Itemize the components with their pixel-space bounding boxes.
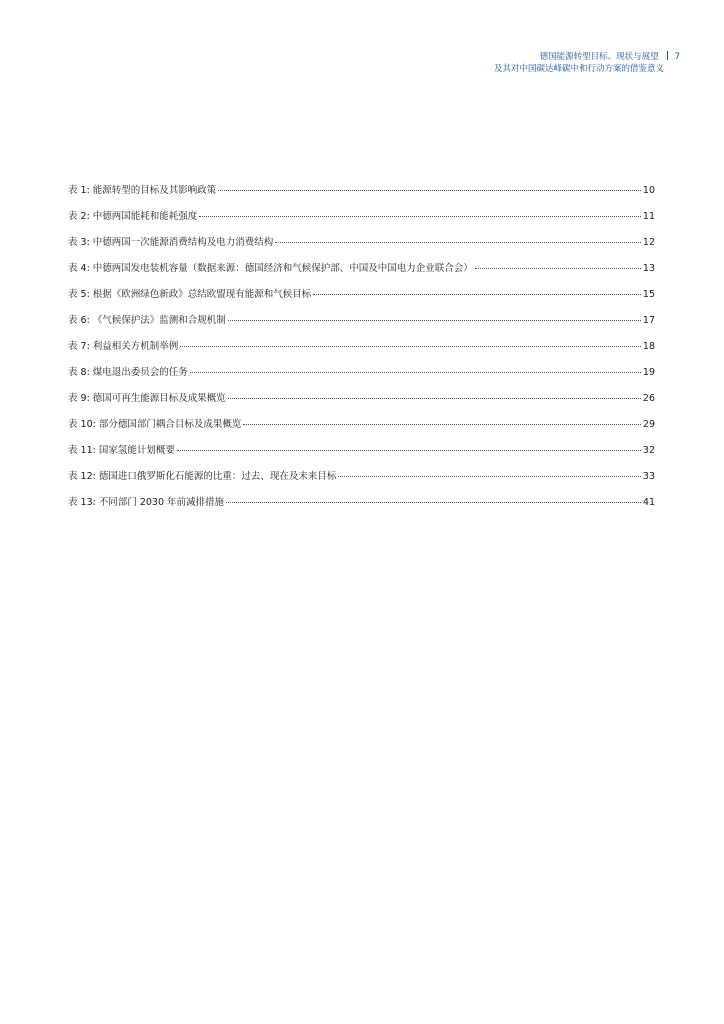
header-title: 德国能源转型目标、现状与展望 xyxy=(539,52,659,62)
toc-entry-page: 12 xyxy=(642,237,655,248)
toc-entry-page: 19 xyxy=(642,367,655,378)
toc-entry-label: 表 13: 不同部门 2030 年前减排措施 xyxy=(68,497,225,508)
toc-leader-dots xyxy=(226,502,641,503)
toc-entry[interactable] xyxy=(68,496,655,522)
toc-entry-label: 表 9: 德国可再生能源目标及成果概览 xyxy=(68,393,226,404)
toc-entry-label: 表 11: 国家氢能计划概要 xyxy=(68,445,175,456)
toc-entry-page: 13 xyxy=(642,263,655,274)
toc-entry-page: 11 xyxy=(642,211,655,222)
toc-entry-page: 32 xyxy=(642,445,655,456)
header-line-1 xyxy=(494,51,680,63)
toc-leader-dots xyxy=(313,294,641,295)
toc-entry-page: 29 xyxy=(642,419,655,430)
header-subtitle: 及其对中国碳达峰碳中和行动方案的借鉴意义 xyxy=(493,64,664,74)
toc-entry-page: 10 xyxy=(642,185,655,196)
running-header xyxy=(494,51,680,75)
toc-leader-dots xyxy=(243,424,641,425)
toc-leader-dots xyxy=(338,476,641,477)
toc-leader-dots xyxy=(177,450,641,451)
toc-entry-label: 表 10: 部分德国部门耦合目标及成果概览 xyxy=(68,419,242,430)
list-of-tables xyxy=(68,184,655,522)
toc-entry[interactable] xyxy=(68,262,655,288)
toc-entry[interactable] xyxy=(68,340,655,366)
toc-leader-dots xyxy=(228,320,641,321)
toc-leader-dots xyxy=(180,346,641,347)
toc-entry-label: 表 5: 根据《欧洲绿色新政》总结欧盟现有能源和气候目标 xyxy=(68,289,312,300)
toc-entry-label: 表 2: 中德两国能耗和能耗强度 xyxy=(68,211,198,222)
toc-leader-dots xyxy=(228,398,641,399)
toc-entry[interactable] xyxy=(68,288,655,314)
toc-entry[interactable] xyxy=(68,184,655,210)
toc-leader-dots xyxy=(199,216,641,217)
toc-entry-label: 表 12: 德国进口俄罗斯化石能源的比重：过去、现在及未来目标 xyxy=(68,471,337,482)
toc-entry-page: 18 xyxy=(642,341,655,352)
header-page-number: 7 xyxy=(674,52,680,62)
toc-entry-label: 表 8: 煤电退出委员会的任务 xyxy=(68,367,188,378)
toc-leader-dots xyxy=(190,372,641,373)
toc-entry[interactable] xyxy=(68,210,655,236)
toc-entry-label: 表 7: 利益相关方机制举例 xyxy=(68,341,179,352)
toc-entry[interactable] xyxy=(68,366,655,392)
toc-entry[interactable] xyxy=(68,236,655,262)
toc-entry[interactable] xyxy=(68,418,655,444)
toc-leader-dots xyxy=(275,242,641,243)
toc-entry-label: 表 4: 中德两国发电装机容量（数据来源：德国经济和气候保护部、中国及中国电力企业联合会） xyxy=(68,263,473,274)
toc-entry-page: 15 xyxy=(642,289,655,300)
toc-entry-page: 26 xyxy=(642,393,655,404)
toc-entry-page: 17 xyxy=(642,315,655,326)
toc-leader-dots xyxy=(475,268,641,269)
toc-entry-label: 表 6: 《气候保护法》监测和合规机制 xyxy=(68,315,226,326)
toc-entry[interactable] xyxy=(68,470,655,496)
toc-entry-label: 表 1: 能源转型的目标及其影响政策 xyxy=(68,185,217,196)
toc-entry[interactable] xyxy=(68,444,655,470)
toc-entry-label: 表 3: 中德两国一次能源消费结构及电力消费结构 xyxy=(68,237,274,248)
toc-entry-page: 41 xyxy=(642,497,655,508)
toc-entry-page: 33 xyxy=(642,471,655,482)
toc-entry[interactable] xyxy=(68,314,655,340)
header-divider xyxy=(667,51,668,60)
toc-entry[interactable] xyxy=(68,392,655,418)
toc-leader-dots xyxy=(218,190,641,191)
